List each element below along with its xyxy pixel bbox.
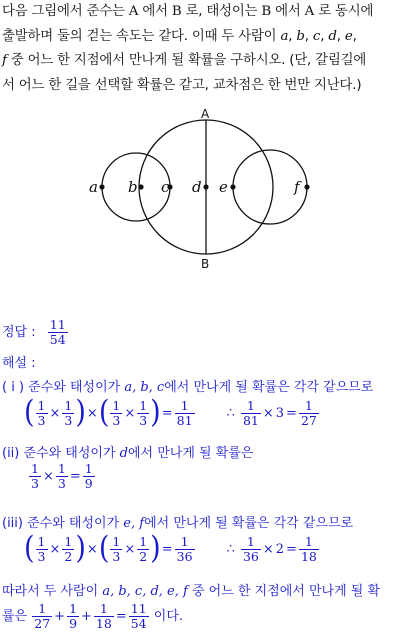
step-2-text: (ii) 준수와 태성이가 d에서 만나게 될 확률은	[2, 446, 254, 461]
solution	[2, 318, 398, 642]
point-d	[203, 184, 208, 189]
problem-line-2: 출발하며 둘의 걷는 속도는 같다. 이때 두 사람이 a, b, c, d, e,	[2, 28, 357, 44]
label-b: b	[128, 178, 138, 196]
conclusion-line-2: 률은 $\frac{1}{27}$ + $\frac{1}{9}$ + $\frac{1}{18}$ = $\frac{11}{54}$ 이다.	[2, 601, 184, 631]
label-A: A	[201, 107, 210, 121]
step-1-equation: ( $\frac{1}{3}$ × $\frac{1}{3}$ )×( $\frac{1}{3}$ × $\frac{1}{3}$ )= $\frac{1}{81}$ ∴ $\frac{1}{81}$ × 3 = $\frac{1}{27}$	[24, 394, 317, 431]
label-d: d	[192, 178, 202, 196]
explain-label: 해설 :	[2, 356, 36, 371]
step-1-text: ( i ) 준수와 태성이가 a, b, c에서 만나게 될 확률은 각각 같으므로	[2, 380, 374, 395]
step-3-equation: ( $\frac{1}{3}$ × $\frac{1}{2}$ )×( $\frac{1}{3}$ × $\frac{1}{2}$ )= $\frac{1}{36}$ ∴ $\frac{1}{36}$ × 2 = $\frac{1}{18}$	[24, 530, 317, 567]
point-b	[138, 184, 143, 189]
point-e	[230, 184, 235, 189]
label-B: B	[201, 257, 210, 271]
label-c: c	[161, 178, 170, 196]
step-3-text: (iii) 준수와 태성이가 e, f에서 만나게 될 확률은 각각 같으므로	[2, 516, 354, 531]
point-f	[304, 184, 309, 189]
problem-text	[2, 0, 398, 98]
problem-line-4: 서 어느 한 길을 선택할 확률은 같고, 교차점은 한 번만 지난다.)	[2, 77, 362, 93]
conclusion-line-1: 따라서 두 사람이 a, b, c, d, e, f 중 어느 한 지점에서 만나게 될 확	[2, 584, 381, 599]
label-f: f	[294, 178, 300, 196]
label-a: a	[89, 178, 98, 196]
path-diagram	[0, 104, 400, 274]
answer-row: 정답 : $\frac{11}{54}$	[2, 317, 66, 347]
answer-fraction: $\frac{11}{54}$	[49, 317, 66, 347]
problem-line-3: f 중 어느 한 지점에서 만나게 될 확률을 구하시오. (단, 갈림길에	[2, 53, 367, 68]
label-e: e	[219, 178, 228, 196]
point-a	[99, 184, 104, 189]
step-2-equation: $\frac{1}{3}$ × $\frac{1}{3}$ = $\frac{1}{9}$	[31, 461, 93, 491]
problem-line-1: 다음 그림에서 준수는 A 에서 B 로, 태성이는 B 에서 A 로 동시에	[2, 4, 374, 19]
